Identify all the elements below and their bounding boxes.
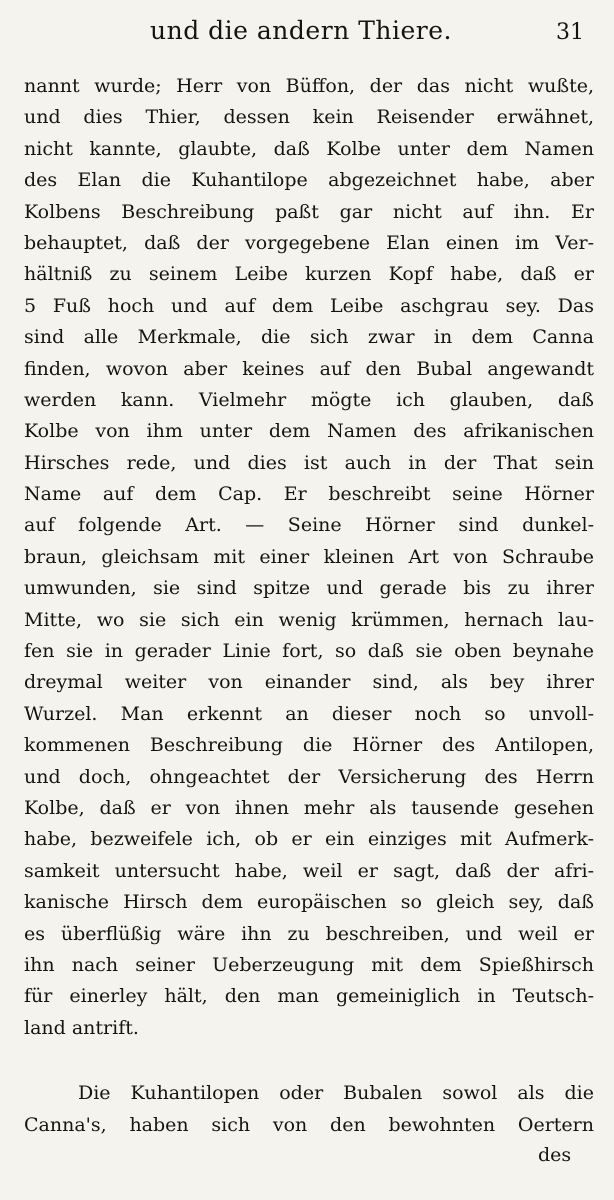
text-line: fen sie in gerader Linie fort, so daß sie oben beynahe [24, 640, 594, 663]
body-text [24, 71, 594, 1141]
text-line: land antrift. [24, 1016, 139, 1039]
text-line: braun, gleichsam mit einer kleinen Art von Schraube [24, 545, 594, 568]
running-head-title: und die andern Thiere. [150, 16, 452, 45]
paragraph-1 [24, 71, 594, 1044]
text-line: Kolbe, daß er von ihnen mehr als tausende gesehen [24, 796, 594, 819]
running-head [0, 12, 614, 52]
text-line: habe, bezweifele ich, ob er ein einziges mit Aufmerk- [24, 828, 594, 851]
text-line: Hirsches rede, und dies ist auch in der That sein [24, 451, 594, 474]
text-line: für einerley hält, den man gemeiniglich in Teutsch- [24, 985, 594, 1008]
text-line: ihn nach seiner Ueberzeugung mit dem Spießhirsch [24, 953, 594, 976]
text-line: Kolbe von ihm unter dem Namen des afrikanischen [24, 420, 594, 443]
text-line: nannt wurde; Herr von Büffon, der das nicht wußte, [24, 75, 594, 97]
text-line: finden, wovon aber keines auf den Bubal angewandt [24, 357, 594, 380]
text-line: Mitte, wo sie sich ein wenig krümmen, hernach lau- [24, 608, 594, 631]
text-line: werden kann. Vielmehr mögte ich glauben, daß [24, 388, 594, 411]
text-line: kanische Hirsch dem europäischen so gleich sey, daß [24, 891, 594, 914]
text-line: hältniß zu seinem Leibe kurzen Kopf habe, daß er [24, 263, 594, 286]
text-line: des Elan die Kuhantilope abgezeichnet habe, aber [24, 169, 594, 192]
text-line: dreymal weiter von einander sind, als bey ihrer [24, 671, 594, 694]
text-line: 5 Fuß hoch und auf dem Leibe aschgrau sey. Das [24, 294, 594, 317]
text-line: behauptet, daß der vorgegebene Elan einen im Ver- [24, 231, 594, 254]
text-line: Canna's, haben sich von den bewohnten Oertern [24, 1113, 594, 1136]
text-line: umwunden, sie sind spitze und gerade bis zu ihrer [24, 577, 594, 600]
text-line: Kolbens Beschreibung paßt gar nicht auf ihn. Er [24, 200, 594, 223]
text-line: auf folgende Art. — Seine Hörner sind dunkel- [24, 514, 594, 537]
page-number: 31 [556, 20, 584, 45]
text-line: Die Kuhantilopen oder Bubalen sowol als die [78, 1082, 594, 1105]
paragraph-gap [24, 1044, 594, 1078]
catchword: des [538, 1144, 572, 1166]
text-line: sind alle Merkmale, die sich zwar in dem Canna [24, 326, 594, 349]
paragraph-2 [24, 1078, 594, 1141]
text-line: samkeit untersucht habe, weil er sagt, daß der afri- [24, 859, 594, 882]
text-line: kommenen Beschreibung die Hörner des Antilopen, [24, 734, 594, 757]
text-line: und dies Thier, dessen kein Reisender erwähnet, [24, 106, 594, 129]
text-line: und doch, ohngeachtet der Versicherung des Herrn [24, 765, 594, 788]
text-line: nicht kannte, glaubte, daß Kolbe unter dem Namen [24, 137, 594, 160]
text-line: es überflüßig wäre ihn zu beschreiben, und weil er [24, 922, 594, 945]
text-line: Name auf dem Cap. Er beschreibt seine Hörner [24, 483, 594, 506]
text-line: Wurzel. Man erkennt an dieser noch so unvoll- [24, 702, 594, 725]
